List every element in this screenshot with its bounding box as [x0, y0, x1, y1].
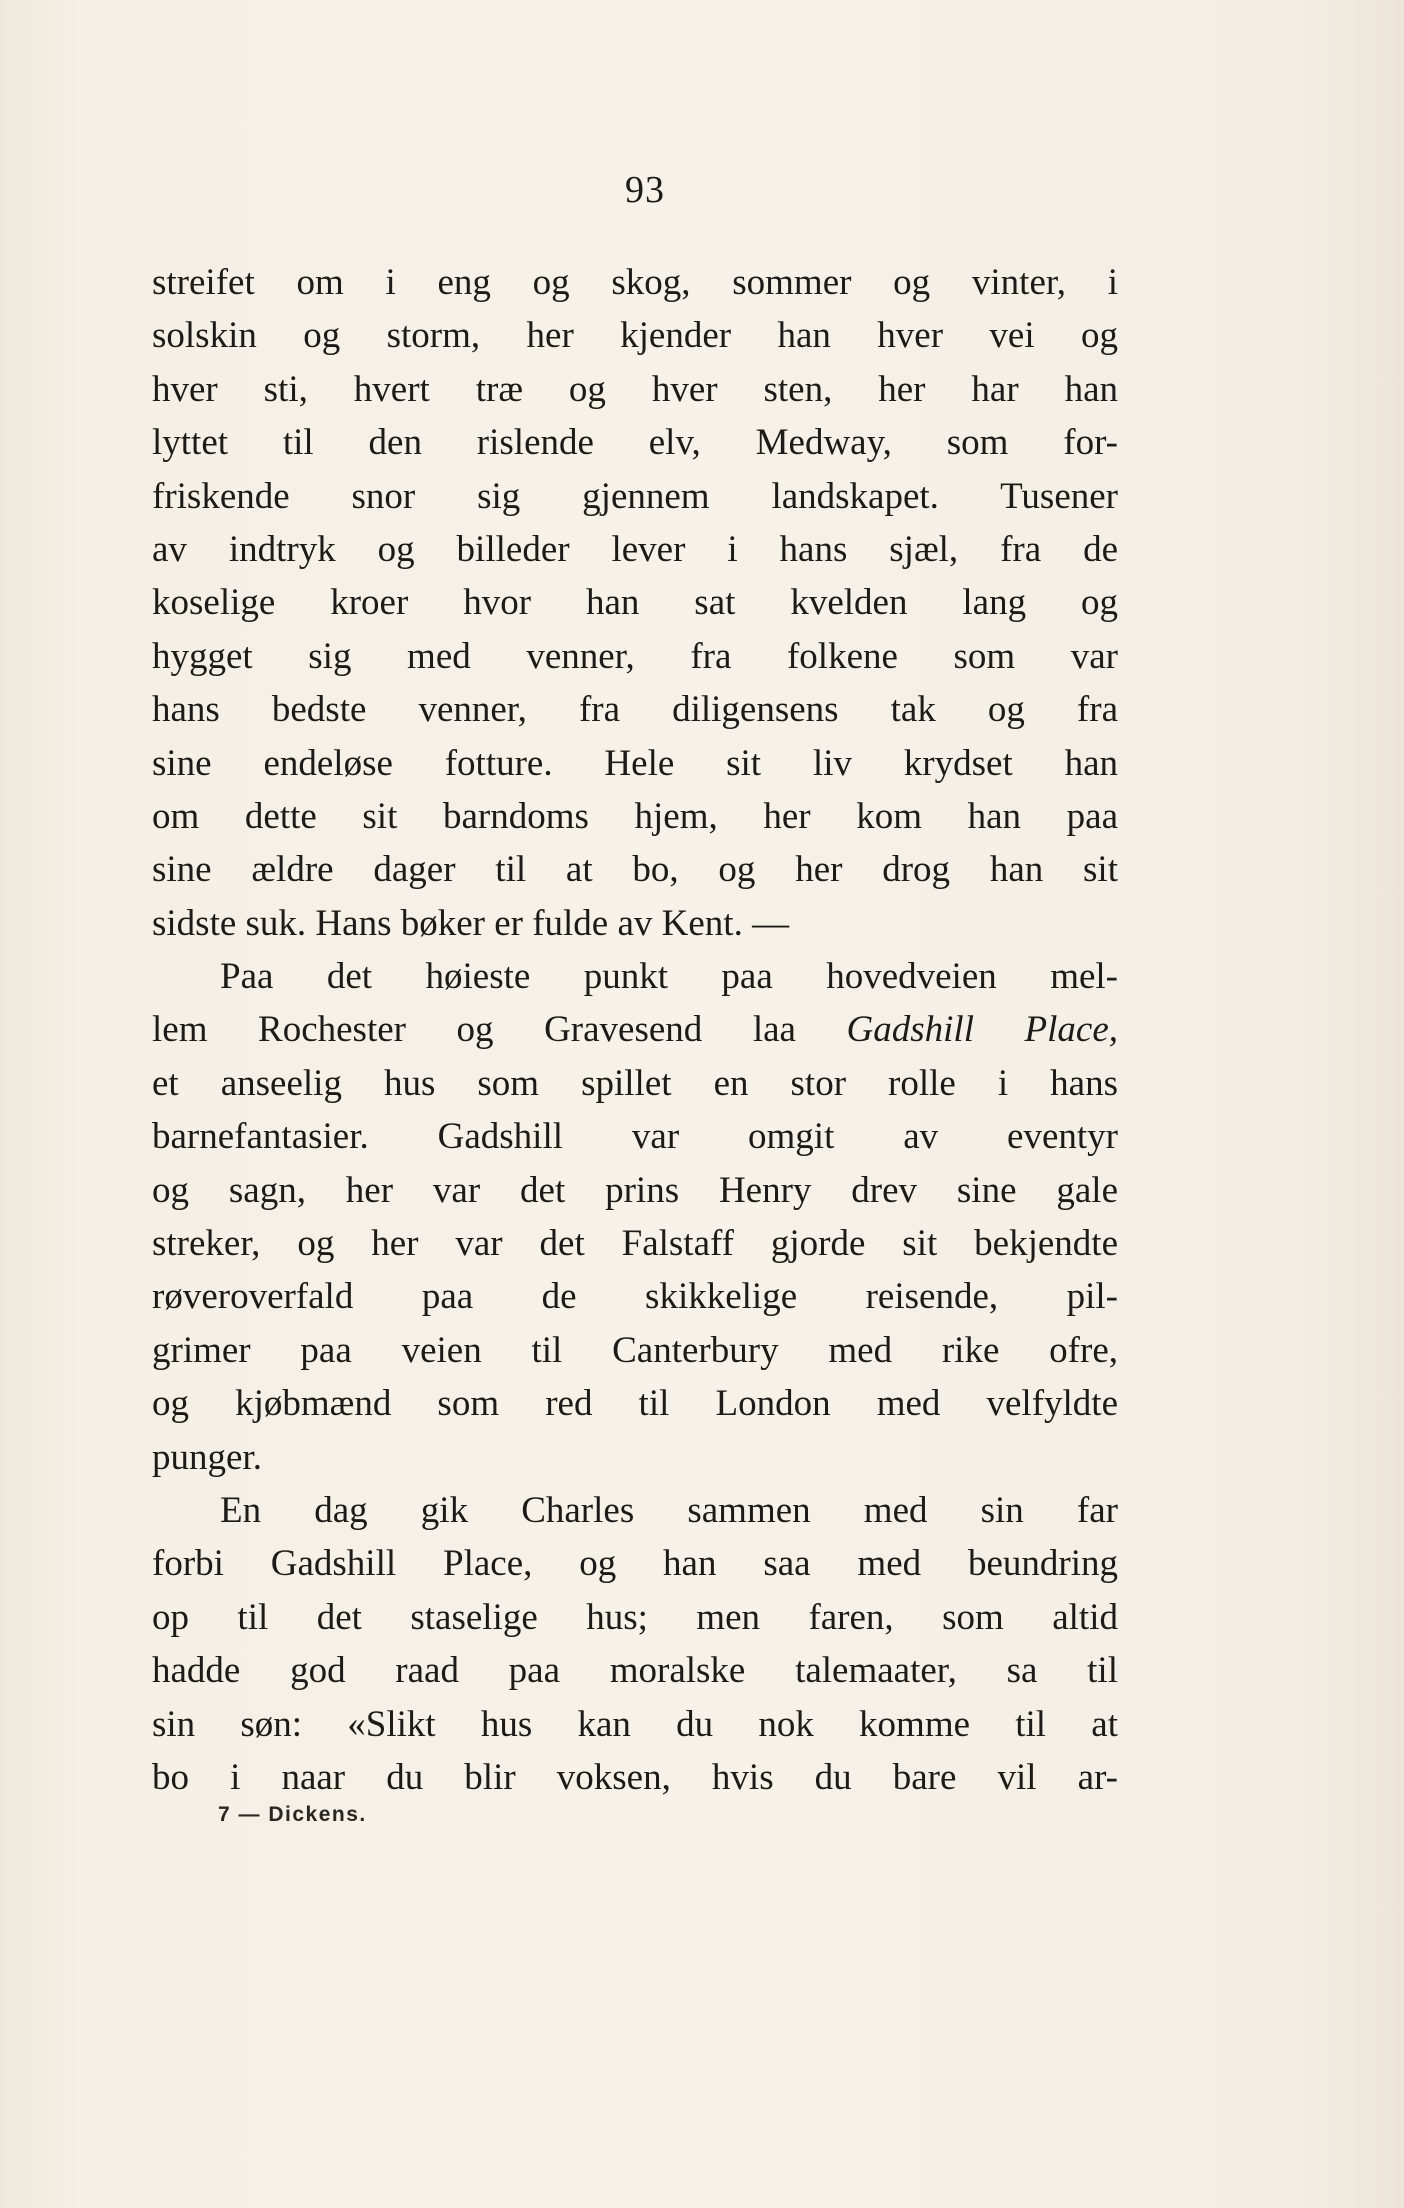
text-line: grimer paa veien til Canterbury med rike ofre, — [152, 1329, 1118, 1371]
italic-place-name: Gadshill Place, — [846, 1009, 1118, 1051]
text-line: lyttet til den rislende elv, Medway, som for- — [152, 422, 1118, 464]
text-line: streifet om i eng og skog, sommer og vinter, i — [152, 262, 1118, 303]
text-line: sine ældre dager til at bo, og her drog han sit — [152, 849, 1118, 891]
text-line-with-italic — [152, 1003, 1118, 1056]
paragraph-3 — [152, 1484, 1118, 1804]
text-line: og kjøbmænd som red til London med velfyldte — [152, 1383, 1118, 1425]
text-line: hans bedste venner, fra diligensens tak og fra — [152, 689, 1118, 731]
text-line: hadde god raad paa moralske talemaater, sa til — [152, 1650, 1118, 1692]
paragraph-2 — [152, 950, 1118, 1484]
text-line: Paa det høieste punkt paa hovedveien mel- — [220, 956, 1118, 998]
text-line: koselige kroer hvor han sat kvelden lang og — [152, 582, 1118, 624]
body-text — [152, 256, 1118, 1804]
text-line: streker, og her var det Falstaff gjorde sit bekjendte — [152, 1223, 1118, 1265]
text-line: op til det staselige hus; men faren, som altid — [152, 1596, 1118, 1638]
text-line: av indtryk og billeder lever i hans sjæl, fra de — [152, 528, 1118, 570]
text-line: bo i naar du blir voksen, hvis du bare vil ar- — [152, 1756, 1118, 1798]
page-number: 93 — [625, 169, 665, 211]
text-line: sine endeløse fotture. Hele sit liv krydset han — [152, 742, 1118, 784]
text-line: om dette sit barndoms hjem, her kom han paa — [152, 795, 1118, 837]
text-line: En dag gik Charles sammen med sin far — [220, 1489, 1118, 1531]
text-line: røveroverfald paa de skikkelige reisende, pil- — [152, 1276, 1118, 1318]
text-line: solskin og storm, her kjender han hver vei og — [152, 315, 1118, 357]
text-line: friskende snor sig gjennem landskapet. Tusener — [152, 475, 1118, 517]
line-text-before: lem Rochester og Gravesend laa — [152, 1009, 847, 1051]
text-line: hygget sig med venner, fra folkene som var — [152, 635, 1118, 677]
text-line: et anseelig hus som spillet en stor rolle i hans — [152, 1062, 1118, 1104]
text-line: barnefantasier. Gadshill var omgit av eventyr — [152, 1116, 1118, 1158]
text-line: forbi Gadshill Place, og han saa med beundring — [152, 1543, 1118, 1585]
text-line: sin søn: «Slikt hus kan du nok komme til at — [152, 1703, 1118, 1745]
text-line: sidste suk. Hans bøker er fulde av Kent. — — [152, 902, 790, 944]
printer-signature-mark: 7 — Dickens. — [218, 1803, 367, 1826]
text-line: punger. — [152, 1436, 262, 1478]
text-line: hver sti, hvert træ og hver sten, her har han — [152, 368, 1118, 410]
text-line: og sagn, her var det prins Henry drev sine gale — [152, 1169, 1118, 1211]
paragraph-1 — [152, 256, 1118, 950]
